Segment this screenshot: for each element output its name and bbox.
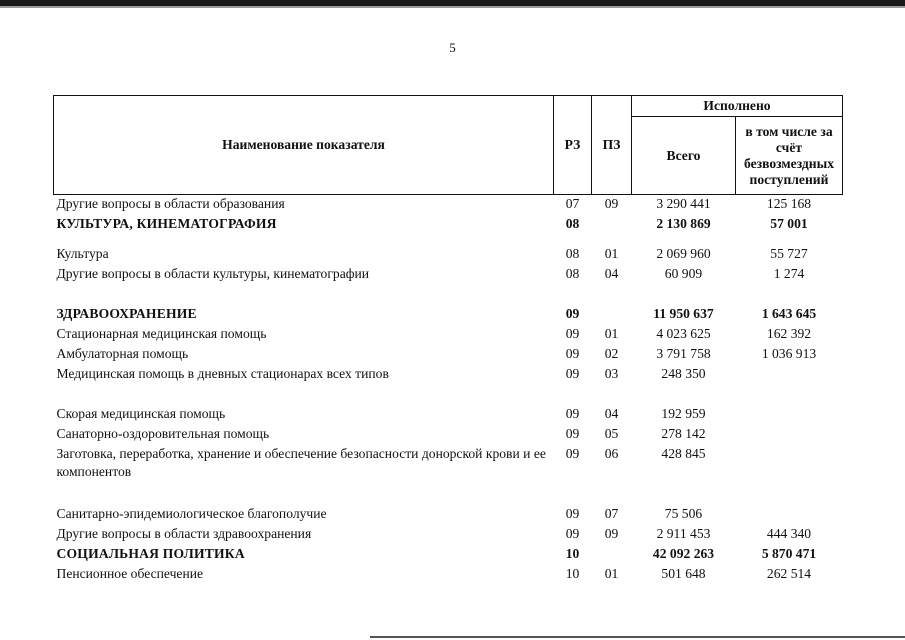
row-grants: 1 643 645 xyxy=(761,306,817,321)
row-rz: 09 xyxy=(565,406,580,421)
row-name: Санитарно-эпидемиологическое благополучие xyxy=(56,506,327,521)
row-pz: 02 xyxy=(604,346,619,361)
row-total: 42 092 263 xyxy=(652,546,715,561)
row-pz: 03 xyxy=(604,366,619,381)
row-rz: 08 xyxy=(565,216,580,231)
table-row xyxy=(54,505,843,525)
row-name: СОЦИАЛЬНАЯ ПОЛИТИКА xyxy=(56,546,245,561)
row-name: Другие вопросы в области образования xyxy=(56,196,285,211)
row-total: 428 845 xyxy=(661,446,706,461)
row-total: 60 909 xyxy=(664,266,703,281)
row-name: Другие вопросы в области здравоохранения xyxy=(56,526,312,541)
row-pz: 01 xyxy=(604,566,619,581)
header-rz: РЗ xyxy=(554,96,592,195)
row-grants: 162 392 xyxy=(766,326,812,341)
table-row xyxy=(54,345,843,365)
table-row xyxy=(54,565,843,585)
table-row xyxy=(54,425,843,445)
row-name: КУЛЬТУРА, КИНЕМАТОГРАФИЯ xyxy=(56,216,277,231)
scan-top-border xyxy=(0,0,905,6)
row-name: Пенсионное обеспечение xyxy=(56,566,204,581)
row-rz: 09 xyxy=(565,306,580,321)
row-pz: 09 xyxy=(604,526,619,541)
table-row xyxy=(54,325,843,345)
table-row xyxy=(54,405,843,425)
row-rz: 09 xyxy=(565,346,580,361)
table-body xyxy=(54,195,843,586)
row-rz: 07 xyxy=(565,196,580,211)
row-pz: 06 xyxy=(604,446,619,461)
table-row xyxy=(54,545,843,565)
row-grants xyxy=(736,445,843,505)
row-pz: 09 xyxy=(604,196,619,211)
row-name: Стационарная медицинская помощь xyxy=(56,326,267,341)
row-total: 248 350 xyxy=(661,366,706,381)
row-rz: 09 xyxy=(565,426,580,441)
row-name: Культура xyxy=(56,246,109,261)
row-total: 2 911 453 xyxy=(656,526,711,541)
row-rz: 10 xyxy=(565,546,580,561)
row-grants: 262 514 xyxy=(766,566,812,581)
row-rz: 10 xyxy=(565,566,580,581)
table-row xyxy=(54,365,843,405)
row-name: ЗДРАВООХРАНЕНИЕ xyxy=(56,306,197,321)
row-total: 3 290 441 xyxy=(656,196,711,211)
table-row xyxy=(54,305,843,325)
row-grants: 444 340 xyxy=(766,526,812,541)
budget-execution-table xyxy=(53,95,843,585)
header-including-grants: в том числе за счёт безвозмездных поступлений xyxy=(736,117,843,195)
row-rz: 09 xyxy=(565,526,580,541)
row-pz: 01 xyxy=(604,246,619,261)
row-name: Санаторно-оздоровительная помощь xyxy=(56,426,270,441)
table-row xyxy=(54,445,843,505)
row-total: 278 142 xyxy=(661,426,706,441)
row-name: Скорая медицинская помощь xyxy=(56,406,226,421)
table-row xyxy=(54,245,843,265)
table-row xyxy=(54,215,843,245)
header-executed: Исполнено xyxy=(632,96,843,117)
row-name: Амбулаторная помощь xyxy=(56,346,189,361)
row-grants: 125 168 xyxy=(766,196,812,211)
row-total: 3 791 758 xyxy=(656,346,711,361)
row-pz xyxy=(592,215,632,245)
header-indicator-name: Наименование показателя xyxy=(54,96,554,195)
header-total: Всего xyxy=(632,117,736,195)
row-grants: 5 870 471 xyxy=(761,546,817,561)
row-total: 192 959 xyxy=(661,406,706,421)
table-row xyxy=(54,265,843,305)
row-total: 11 950 637 xyxy=(653,306,714,321)
row-pz xyxy=(592,545,632,565)
row-rz: 08 xyxy=(565,246,580,261)
row-total: 2 069 960 xyxy=(656,246,711,261)
row-pz: 07 xyxy=(604,506,619,521)
row-grants xyxy=(736,505,843,525)
row-name: Другие вопросы в области культуры, кинематографии xyxy=(56,266,370,281)
row-total: 2 130 869 xyxy=(656,216,711,231)
row-rz: 08 xyxy=(565,266,580,281)
page-number: 5 xyxy=(449,40,456,55)
row-pz: 05 xyxy=(604,426,619,441)
row-rz: 09 xyxy=(565,326,580,341)
scan-bottom-border xyxy=(370,636,905,638)
row-grants: 57 001 xyxy=(770,216,808,231)
row-rz: 09 xyxy=(565,366,580,381)
row-grants: 1 274 xyxy=(773,266,805,281)
row-grants: 55 727 xyxy=(770,246,808,261)
table-row xyxy=(54,195,843,216)
row-pz: 04 xyxy=(604,266,619,281)
row-grants xyxy=(736,425,843,445)
row-total: 75 506 xyxy=(664,506,703,521)
row-pz: 01 xyxy=(604,326,619,341)
row-name: Медицинская помощь в дневных стационарах всех типов xyxy=(56,366,389,381)
row-rz: 09 xyxy=(565,506,580,521)
table-row xyxy=(54,525,843,545)
row-rz: 09 xyxy=(565,446,580,461)
row-grants xyxy=(736,405,843,425)
row-grants: 1 036 913 xyxy=(761,346,817,361)
row-pz xyxy=(592,305,632,325)
row-grants xyxy=(736,365,843,405)
row-total: 501 648 xyxy=(661,566,706,581)
row-total: 4 023 625 xyxy=(656,326,711,341)
header-pz: ПЗ xyxy=(592,96,632,195)
row-pz: 04 xyxy=(604,406,619,421)
row-name: Заготовка, переработка, хранение и обеспечение безопасности донорской крови и ее компонентов xyxy=(56,446,546,479)
